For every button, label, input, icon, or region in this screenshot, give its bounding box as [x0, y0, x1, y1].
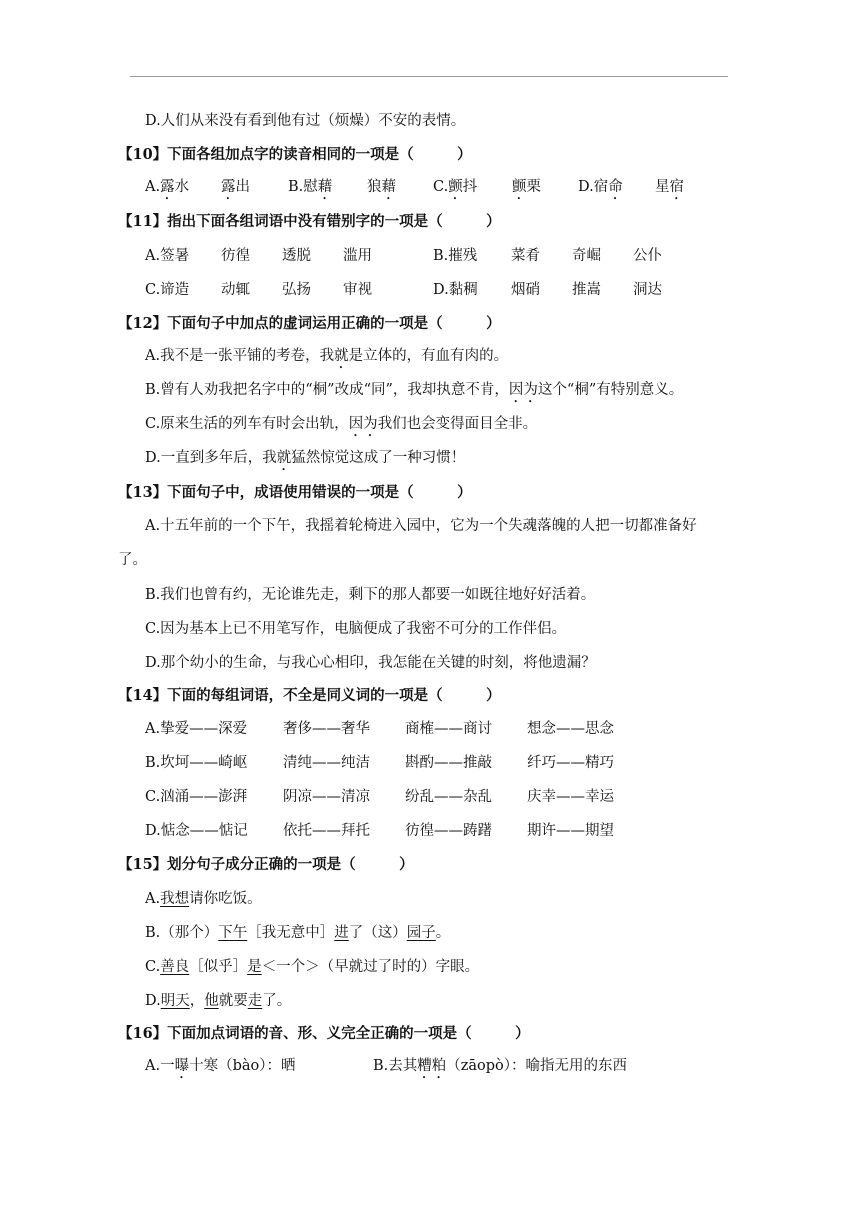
q13-title: 【13】下面句子中，成语使用错误的一项是（ ） [118, 484, 472, 501]
q14-row-a [145, 719, 765, 739]
q14-row-d [145, 821, 765, 841]
q10-option-a1: A.露水 [145, 179, 190, 195]
q11-word: 菜肴 [511, 248, 540, 264]
q11-word: A.签暑 [145, 248, 190, 264]
q14-pair: 纤巧——精巧 [527, 755, 614, 771]
q13-option-a-cont: 了。 [118, 552, 147, 568]
q11-row-2 [145, 280, 765, 300]
q14-pair: 彷徨——踌躇 [405, 823, 492, 839]
q13-option-b: B.我们也曾有约，无论谁先走，剩下的那人都要一如既往地好好活着。 [145, 587, 596, 603]
q16-title: 【16】下面加点词语的音、形、义完全正确的一项是（ ） [118, 1025, 530, 1042]
q14-pair: 清纯——纯洁 [283, 755, 370, 771]
q14-pair: C.汹涌——澎湃 [145, 789, 248, 805]
q11-word: 弘扬 [282, 282, 311, 298]
q14-pair: 依托——拜托 [283, 823, 370, 839]
q15-option-b: B.（那个）下午［我无意中］进了（这）园子。 [145, 925, 451, 941]
q11-word: 推嵩 [572, 282, 601, 298]
q11-word: 奇崛 [572, 248, 601, 264]
q14-pair: 纷乱——杂乱 [405, 789, 492, 805]
q10-option-c1: C.颤抖 [433, 179, 478, 195]
q13-option-a: A.十五年前的一个下午，我摇着轮椅进入园中，它为一个失魂落魄的人把一切都准备好 [145, 518, 697, 534]
q10-options [145, 177, 765, 197]
q12-option-d: D.一直到多年后，我就猛然惊觉这成了一种习惯！ [145, 450, 466, 466]
q11-word: 透脱 [282, 248, 311, 264]
q11-word: B.摧残 [433, 248, 478, 264]
q11-word: 审视 [343, 282, 372, 298]
q10-title: 【10】下面各组加点字的读音相同的一项是（ ） [118, 146, 472, 163]
q14-pair: 庆幸——幸运 [527, 789, 614, 805]
q14-pair: B.坎坷——崎岖 [145, 755, 248, 771]
q13-option-c: C.因为基本上已不用笔写作，电脑便成了我密不可分的工作伴侣。 [145, 621, 567, 637]
q16-option-b: B.去其糟粕（zāopò）：喻指无用的东西 [373, 1058, 628, 1074]
header-rule [130, 76, 728, 77]
q16-options [145, 1056, 765, 1076]
q9-option-d: D.人们从来没有看到他有过（烦燥）不安的表情。 [145, 113, 466, 129]
q14-row-b [145, 753, 765, 773]
q11-word: D.黏稠 [433, 282, 478, 298]
q10-option-b1: B.慰藉 [288, 179, 333, 195]
q12-title: 【12】下面句子中加点的虚词运用正确的一项是（ ） [118, 315, 501, 332]
q11-word: 彷徨 [221, 248, 250, 264]
q15-title: 【15】划分句子成分正确的一项是（ ） [118, 856, 414, 873]
q14-pair: 奢侈——奢华 [283, 721, 370, 737]
q14-row-c [145, 787, 765, 807]
q15-option-a: A.我想请你吃饭。 [145, 891, 262, 907]
q11-title: 【11】指出下面各组词语中没有错别字的一项是（ ） [118, 213, 501, 230]
q10-option-c2: 颤栗 [512, 179, 541, 195]
q14-pair: 商榷——商讨 [405, 721, 492, 737]
q15-option-d: D.明天，他就要走了。 [145, 993, 292, 1009]
q11-word: 动辄 [221, 282, 250, 298]
q10-option-d1: D.宿命 [578, 179, 623, 195]
q14-pair: D.惦念——惦记 [145, 823, 248, 839]
q10-option-d2: 星宿 [655, 179, 684, 195]
q13-option-d: D.那个幼小的生命，与我心心相印，我怎能在关键的时刻，将他遗漏？ [145, 655, 596, 671]
q14-pair: 阴凉——清凉 [283, 789, 370, 805]
q16-option-a: A.一曝十寒（bào）：晒 [145, 1058, 296, 1074]
q12-option-c: C.原来生活的列车有时会出轨，因为我们也会变得面目全非。 [145, 416, 538, 432]
q10-option-a2: 露出 [221, 179, 250, 195]
q11-row-1 [145, 246, 765, 266]
q14-pair: 斟酌——推敲 [405, 755, 492, 771]
q12-option-a: A.我不是一张平铺的考卷，我就是立体的，有血有肉的。 [145, 348, 509, 364]
q14-pair: A.挚爱——深爱 [145, 721, 248, 737]
q12-option-b: B.曾有人劝我把名字中的“桐”改成“同”，我却执意不肯，因为这个“桐”有特别意义。 [145, 382, 684, 398]
q11-word: 洞达 [633, 282, 662, 298]
q14-pair: 期许——期望 [527, 823, 614, 839]
q10-option-b2: 狼藉 [367, 179, 396, 195]
q11-word: 滥用 [343, 248, 372, 264]
q11-word: 烟硝 [511, 282, 540, 298]
q11-word: C.谛造 [145, 282, 190, 298]
q14-pair: 想念——思念 [527, 721, 614, 737]
q15-option-c: C.善良［似乎］是＜一个＞（早就过了时的）字眼。 [145, 959, 480, 975]
q11-word: 公仆 [633, 248, 662, 264]
q14-title: 【14】下面的每组词语，不全是同义词的一项是（ ） [118, 687, 501, 704]
